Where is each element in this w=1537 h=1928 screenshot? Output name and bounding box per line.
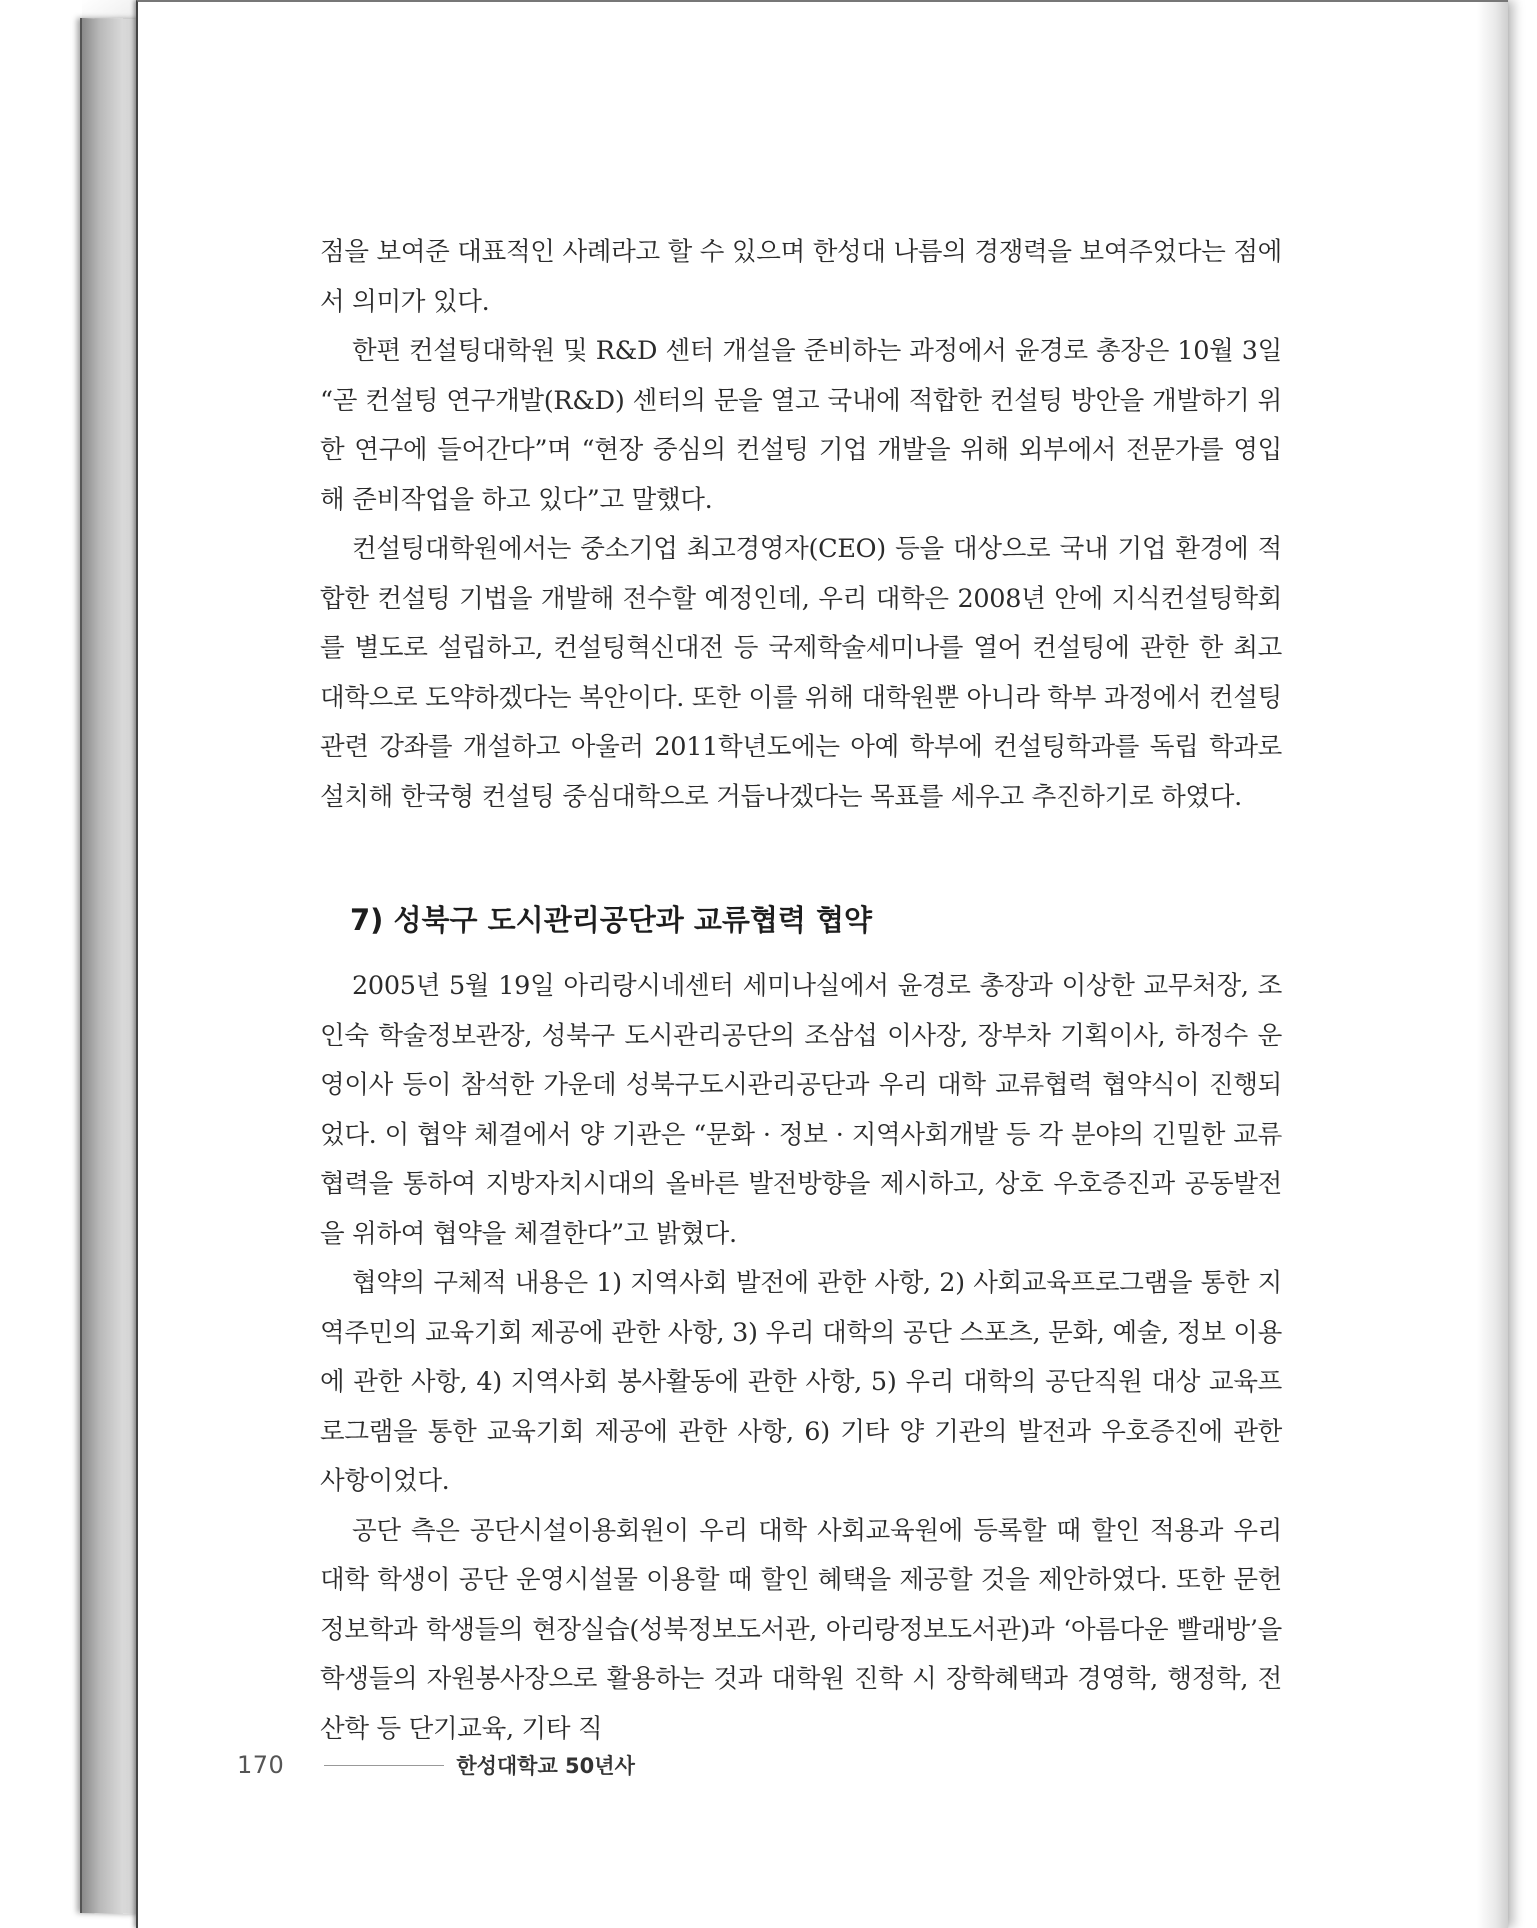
page-number: 170 [237,1751,285,1779]
footer-rule [324,1765,444,1766]
page-content [320,228,1282,1754]
paragraph-2: 한편 컨설팅대학원 및 R&D 센터 개설을 준비하는 과정에서 윤경로 총장은 10월 3일 “곧 컨설팅 연구개발(R&D) 센터의 문을 열고 국내에 적합한 컨설팅 방안을 개발하기 위한 연구에 들어간다”며 “현장 중심의 컨설팅 기업 개발을 위해 외부에서 전문가를 영입해 준비작업을 하고 있다”고 말했다. [320,336,1282,515]
book-title: 한성대학교 50년사 [456,1754,635,1778]
paragraph-6: 공단 측은 공단시설이용회원이 우리 대학 사회교육원에 등록할 때 할인 적용과 우리 대학 학생이 공단 운영시설물 이용할 때 할인 혜택을 제공할 것을 제안하였다. 또한 문헌정보학과 학생들의 현장실습(성북정보도서관, 아리랑정보도서관)과 ‘아름다운 빨래방’을 학생들의 자원봉사장으로 활용하는 것과 대학원 진학 시 장학혜택과 경영학, 행정학, 전산학 등 단기교육, 기타 직 [320,1515,1282,1744]
paragraph-3: 컨설팅대학원에서는 중소기업 최고경영자(CEO) 등을 대상으로 국내 기업 환경에 적합한 컨설팅 기법을 개발해 전수할 예정인데, 우리 대학은 2008년 안에 지식컨설팅학회를 별도로 설립하고, 컨설팅혁신대전 등 국제학술세미나를 열어 컨설팅에 관한 한 최고 대학으로 도약하겠다는 복안이다. 또한 이를 위해 대학원뿐 아니라 학부 과정에서 컨설팅 관련 강좌를 개설하고 아울러 2011학년도에는 아예 학부에 컨설팅학과를 독립 학과로 설치해 한국형 컨설팅 중심대학으로 거듭나겠다는 목표를 세우고 추진하기로 하였다. [320,534,1282,812]
section-heading: 7) 성북구 도시관리공단과 교류협력 협약 [350,903,873,937]
page-edge-shadow [1477,2,1508,1928]
paragraph-5: 협약의 구체적 내용은 1) 지역사회 발전에 관한 사항, 2) 사회교육프로그램을 통한 지역주민의 교육기회 제공에 관한 사항, 3) 우리 대학의 공단 스포츠, 문화, 예술, 정보 이용에 관한 사항, 4) 지역사회 봉사활동에 관한 사항, 5) 우리 대학의 공단직원 대상 교육프로그램을 통한 교육기회 제공에 관한 사항, 6) 기타 양 기관의 발전과 우호증진에 관한 사항이었다. [320,1268,1282,1496]
page-footer [237,1745,635,1785]
book-spine [80,18,142,1914]
paragraph-1: 점을 보여준 대표적인 사례라고 할 수 있으며 한성대 나름의 경쟁력을 보여주었다는 점에서 의미가 있다. [320,237,1282,317]
paragraph-4: 2005년 5월 19일 아리랑시네센터 세미나실에서 윤경로 총장과 이상한 교무처장, 조인숙 학술정보관장, 성북구 도시관리공단의 조삼섭 이사장, 장부차 기획이사, 하정수 운영이사 등이 참석한 가운데 성북구도시관리공단과 우리 대학 교류협력 협약식이 진행되었다. 이 협약 체결에서 양 기관은 “문화 · 정보 · 지역사회개발 등 각 분야의 긴밀한 교류협력을 통하여 지방자치시대의 올바른 발전방향을 제시하고, 상호 우호증진과 공동발전을 위하여 협약을 체결한다”고 밝혔다. [320,971,1282,1249]
